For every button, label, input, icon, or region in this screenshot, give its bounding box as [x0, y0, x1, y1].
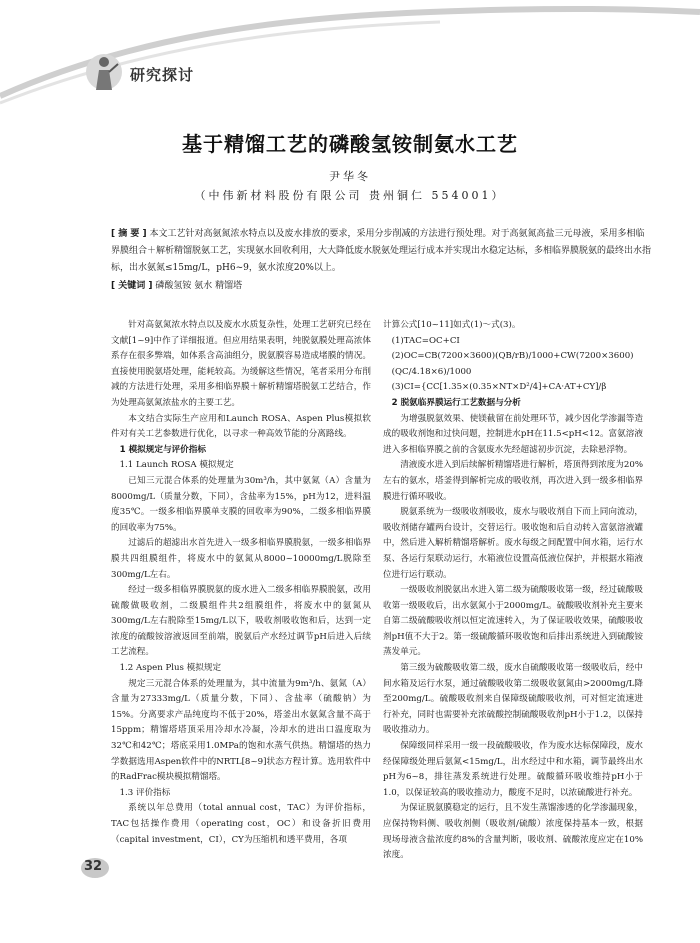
keywords-text: 磷酸氢铵 氨水 精馏塔: [155, 281, 243, 291]
article-title: 基于精馏工艺的磷酸氢铵制氨水工艺: [182, 132, 518, 156]
section-heading: 1 模拟规定与评价指标: [119, 444, 206, 455]
paragraph: 系统以年总费用（total annual cost，TAC）为评价指标，TAC包括操作费用（operating cost，OC）和设备折旧费用（capital investment，CI），CY为压缩机和透平费用，各项: [111, 803, 371, 845]
equation: (2)OC=CB(7200×3600)(QB/rB)/1000+CW(7200×3600)(QC/4.18×6)/1000: [391, 351, 634, 377]
paragraph: 已知三元混合体系的处理量为30m³/h，其中氨氮（A）含量为8000mg/L（质量分数，下同），含盐率为15%，pH为12，进料温度35℃。一级多相临界膜单支膜的回收率为90%，二级多相临界膜的回收率为75%。: [111, 475, 371, 533]
paragraph: 保障级同样采用一级一段硫酸吸收，作为废水达标保障段，废水经保障级处理后氨氮<15mg/L，出水经过中和水箱，调节最终出水pH为6~8，排往蒸发系统进行处理。硫酸循环吸收维持pH小于1.0，以保证较高的吸收推动力，酸度不足时，以浓硫酸进行补充。: [383, 741, 643, 798]
paragraph: 计算公式[10~11]如式(1)～式(3)。: [383, 320, 521, 330]
equation: (3)CI={CC[1.35×(0.35×NT×D²/4]+CA·AT+CY]/β: [391, 382, 607, 393]
abstract: [111, 226, 651, 277]
page-header: [0, 0, 700, 110]
keywords: [111, 278, 651, 295]
abstract-tag: [ 摘 要 ]: [111, 229, 147, 239]
article-author: 尹华冬: [329, 170, 371, 183]
paragraph: 一级吸收剂脱氨出水进入第二级为硫酸吸收第一级，经过硫酸吸收第一级吸收后，出水氨氮小于2000mg/L。硫酸吸收剂补充主要来自第二级硫酸吸收剂以恒定流速转入，为了保证吸收效果，硫酸吸收剂pH值不大于2。第一级硫酸循环吸收饱和后排出系统进入到硫酸铵蒸发单元。: [383, 585, 643, 658]
left-column: [111, 318, 371, 848]
paragraph: 为增强脱氨效果、使镁截留在前处理环节，减少因化学渗漏等造成的吸收剂饱和过快问题，控制进水pH在11.5<pH<12。富氨溶液进入多相临界膜之前的含氨废水先经超滤初步沉淀，去除悬浮物。: [383, 413, 643, 455]
paragraph: 第三级为硫酸吸收第二级，废水自硫酸吸收第一级吸收后，经中间水箱及运行水泵，通过硫酸吸收第二级吸收氨氮由>2000mg/L降至200mg/L。硫酸吸收剂来自保障级硫酸吸收剂，可对恒定流速进行补充，同时也需要补充浓硫酸控制硫酸吸收剂pH小于1.2，以保持吸收推动力。: [383, 663, 643, 736]
equation: (1)TAC=OC+CI: [391, 335, 460, 346]
paragraph: 针对高氨氮浓水特点以及废水水质复杂性，处理工艺研究已经在文献[1~9]中作了详细报道。但应用结果表明，纯脱氨膜处理高浓体系存在很多弊端，如体系含高油组分，脱氨膜容易造成堵膜的情况。直接使用脱氨塔处理，能耗较高。为缓解这些情况，笔者采用分布削减的方法进行处理，采用多相临界膜＋解析精馏塔脱氨工艺结合，作为处理高氨氮浓盐水的主要工艺。: [111, 320, 371, 408]
right-column: [383, 318, 643, 864]
paragraph: 为保证脱氨膜稳定的运行，且不发生蒸馏渗透的化学渗漏现象，应保持物料侧、吸收剂侧（吸收剂/硫酸）浓度保持基本一致，根据现场母液含盐浓度约8%的含量判断，吸收剂、硫酸浓度应定在10%浓度。: [383, 803, 643, 861]
section-heading: 2 脱氨临界膜运行工艺数据与分析: [391, 397, 521, 408]
worker-icon: [84, 50, 124, 94]
section-heading: 1.2 Aspen Plus 模拟规定: [119, 663, 222, 674]
abstract-text: 本文工艺针对高氨氮浓水特点以及废水排放的要求，采用分步削减的方法进行预处理。对于高氨氮高盐三元母液，采用多相临界膜组合＋解析精馏脱氨工艺，实现氨水回收利用，大大降低废水脱氨处理运行成本并实现出水稳定达标，多相临界膜脱氨的最终出水指标，出水氨氮≤15mg/L，pH6~9，氨水浓度20%以上。: [111, 229, 652, 273]
page-number: 32: [84, 859, 103, 874]
section-label: 研究探讨: [130, 66, 195, 84]
paragraph: 脱氨系统为一级吸收剂吸收，废水与吸收剂自下而上同向流动，吸收剂储存罐两台设计，交替运行。吸收饱和后自动转入富氨溶液罐中，然后进入解析精馏塔解析。废水每级之间配置中间水箱，运行水泵、各运行泵联动运行，水箱液位设置高低液位保护，并根据水箱液位进行运行联动。: [383, 507, 643, 580]
section-heading: 1.3 评价指标: [119, 787, 171, 798]
paragraph: 规定三元混合体系的处理量为，其中流量为9m³/h、氨氮（A）含量为27333mg/L（质量分数，下同）、含盐率（硫酸钠）为15%。分离要求产品纯度均不低于20%，塔釜出水氨氮含量不高于15ppm；精馏塔塔顶采用冷却水冷凝，冷却水的进出口温度取为32℃和42℃；塔底采用1.0MPa的饱和水蒸气供热。精馏塔的热力学数据选用Aspen软件中的NRTL[8~9]状态方程计算。选用软件中的RadFrac模块模拟精馏塔。: [111, 678, 371, 783]
paragraph: 本文结合实际生产应用和Launch ROSA、Aspen Plus模拟软件对有关工艺参数进行优化，以寻求一种高效节能的分离路线。: [111, 413, 371, 440]
keywords-tag: [ 关键词 ]: [111, 281, 153, 291]
article-affiliation: （中伟新材料股份有限公司 贵州铜仁 554001）: [194, 189, 506, 202]
section-heading: 1.1 Launch ROSA 模拟规定: [119, 460, 234, 471]
paragraph: 过滤后的超滤出水首先进入一级多相临界膜脱氨，一级多相临界膜共四组膜组件，将废水中的氨氮从8000~10000mg/L脱除至300mg/L左右。: [111, 538, 371, 580]
paragraph: 清液废水进入到后续解析精馏塔进行解析，塔顶得到浓度为20%左右的氨水，塔釜得到解析完成的吸收剂，再次进入到一级多相临界膜进行循环吸收。: [383, 460, 643, 502]
paragraph: 经过一级多相临界膜脱氨的废水进入二级多相临界膜脱氨，改用硫酸做吸收剂，二级膜组件共2组膜组件，将废水中的氨氮从300mg/L左右脱除至15mg/L以下，吸收剂吸收饱和后，达到一定浓度的硫酸铵溶液返回至前端，脱氨后产水经过调节pH后进入后续工艺流程。: [111, 585, 371, 658]
